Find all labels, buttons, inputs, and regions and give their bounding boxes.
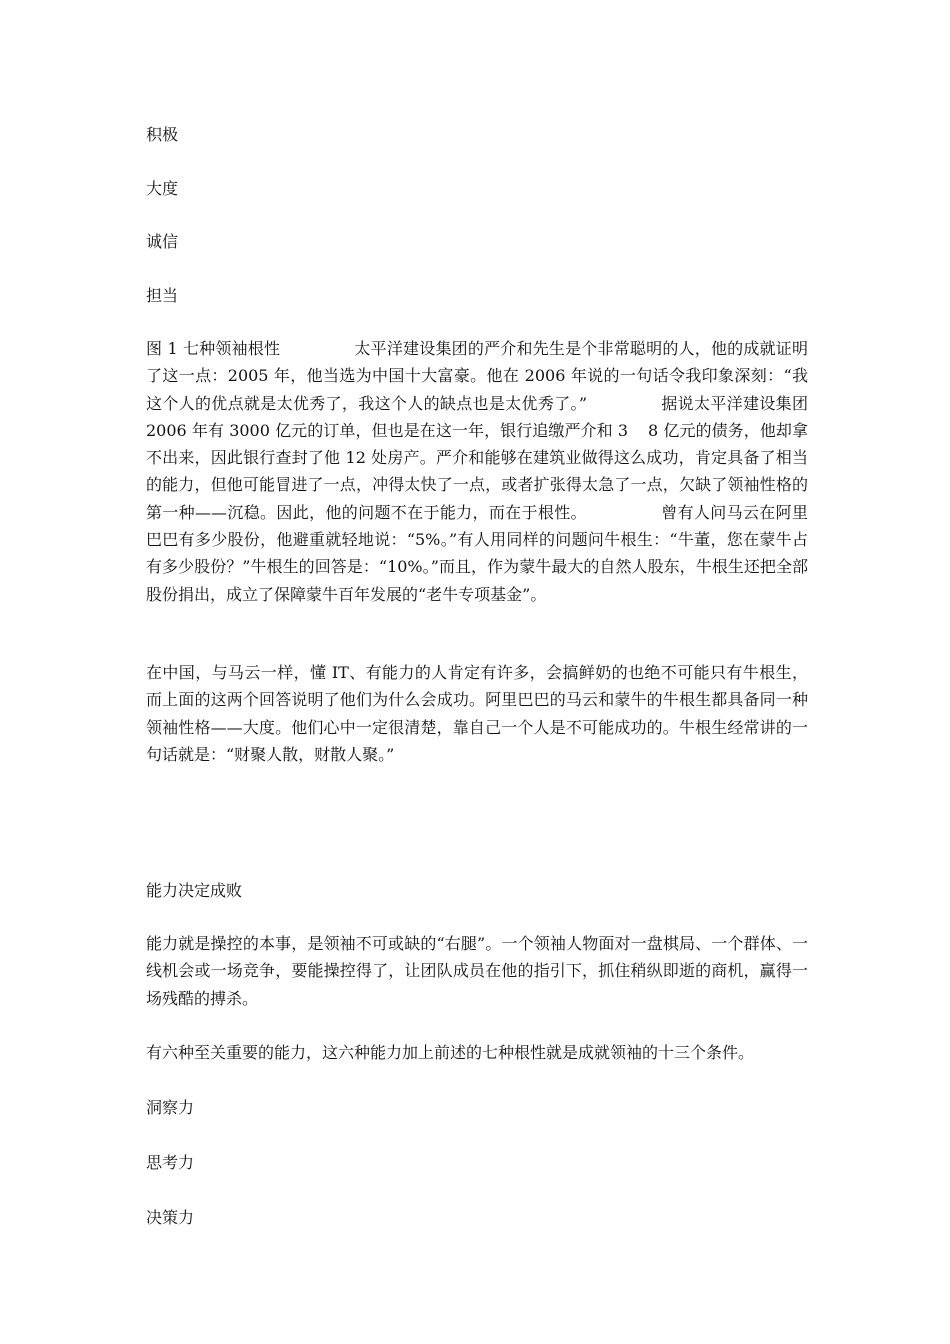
sentence: 太平洋建设集团的严介和先生是个非常聪明的人，他的成就证明了这一点：2005 年，他当选为中国十大富豪。他在 2006 年说的一句话令我印象深刻：“我这个人的优点就是太优秀了，我这个人的缺点也是太优秀了。” <box>146 339 808 413</box>
section-heading: 能力决定成败 <box>146 881 243 900</box>
figure-caption: 图 1 七种领袖根性 <box>146 339 281 358</box>
trait-item: 大度 <box>146 179 179 198</box>
ability-item: 思考力 <box>146 1153 195 1172</box>
ability-item: 洞察力 <box>146 1098 195 1117</box>
sentence: 曾有人问马云在阿里巴巴有多少股份，他避重就轻地说：“5%。”有人用同样的问题问牛根生：“牛董，您在蒙牛占有多少股份？”牛根生的回答是：“10%。”而且，作为蒙牛最大的自然人股东，牛根生还把全部股份捐出，成立了保障蒙牛百年发展的“老牛专项基金”。 <box>146 502 808 604</box>
sentence: 据说太平洋建设集团 2006 年有 3000 亿元的订单，但也是在这一年，银行追缴严介和 3 <box>146 393 808 440</box>
ability-item: 决策力 <box>146 1208 195 1227</box>
paragraph-generosity: 在中国，与马云一样，懂 IT、有能力的人肯定有许多，会搞鲜奶的也绝不可能只有牛根生，而上面的这两个回答说明了他们为什么会成功。阿里巴巴的马云和蒙牛的牛根生都具备同一种领袖性格——大度。他们心中一定很清楚，靠自己一个人是不可能成功的。牛根生经常讲的一句话就是：“财聚人散，财散人聚。” <box>146 663 808 764</box>
trait-item: 积极 <box>146 125 179 144</box>
trait-item: 担当 <box>146 286 179 305</box>
paragraph-ability: 能力就是操控的本事，是领袖不可或缺的“右腿”。一个领袖人物面对一盘棋局、一个群体、一线机会或一场竞争，要能操控得了，让团队成员在他的指引下，抓住稍纵即逝的商机，赢得一场残酷的搏杀。 <box>146 934 808 1008</box>
trait-item: 诚信 <box>146 232 179 251</box>
paragraph-six-abilities: 有六种至关重要的能力，这六种能力加上前述的七种根性就是成就领袖的十三个条件。 <box>146 1043 755 1062</box>
sentence: 8 亿元的债务，他却拿不出来，因此银行查封了他 12 处房产。严介和能够在建筑业做得这么成功，肯定具备了相当的能力，但他可能冒进了一点，冲得太快了一点，或者扩张得太急了一点，欠缺了领袖性格的第一种——沉稳。因此，他的问题不在于能力，而在于根性。 <box>146 420 808 522</box>
paragraph-yan-jiehe <box>146 335 808 608</box>
